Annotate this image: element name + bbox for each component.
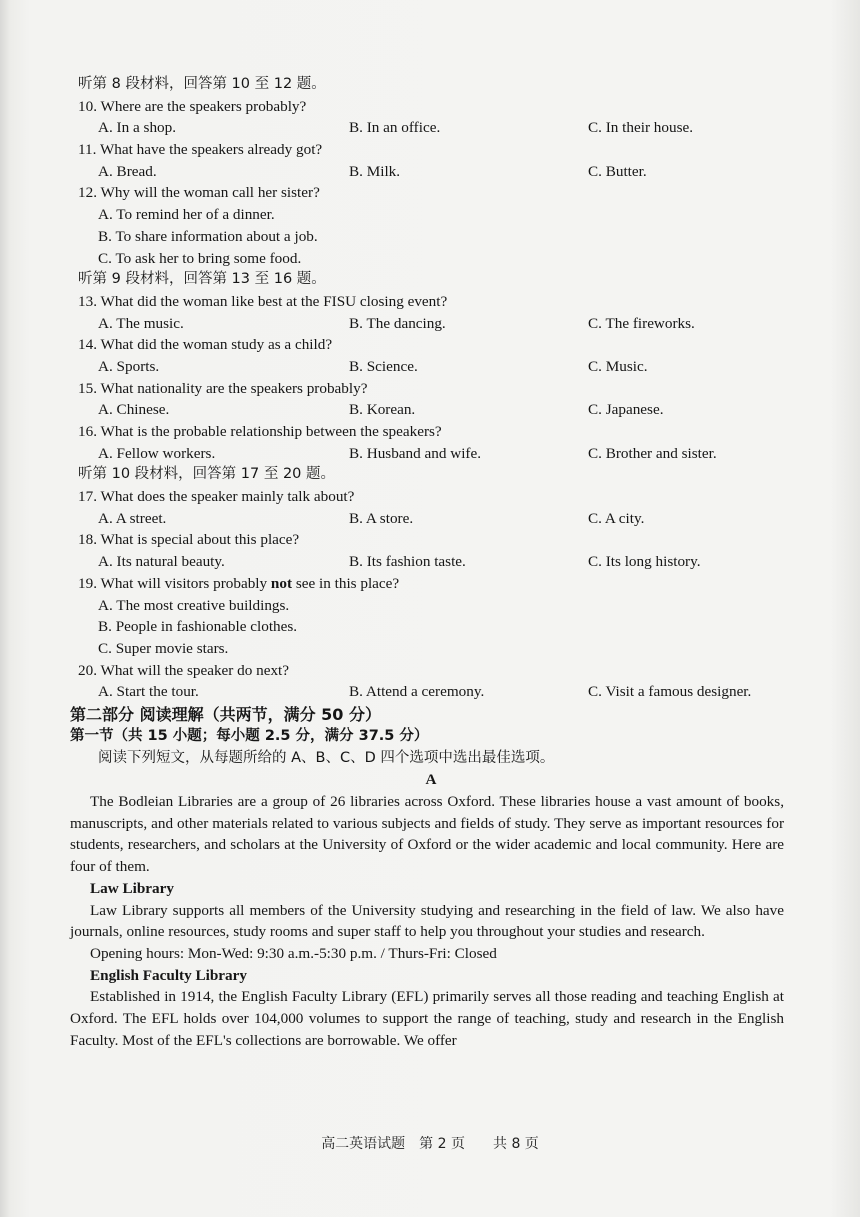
option-c: C. To ask her to bring some food. [98, 249, 302, 267]
options-14 [78, 356, 784, 378]
option-b: B. Science. [349, 357, 418, 375]
option-c: C. Music. [588, 357, 648, 375]
option-b: B. Husband and wife. [349, 444, 482, 462]
question-15: 15. What nationality are the speakers probably? [78, 379, 368, 397]
question-10: 10. Where are the speakers probably? [78, 97, 307, 115]
option-a: A. A street. [98, 509, 167, 527]
option-a: A. The music. [98, 314, 184, 332]
options-10 [78, 117, 784, 139]
option-a: A. The most creative buildings. [98, 596, 290, 614]
group-header-9: 听第 9 段材料，回答第 13 至 16 题。 [78, 271, 326, 288]
option-b: B. Attend a ceremony. [349, 683, 485, 701]
options-16 [78, 443, 784, 465]
law-library-text: Law Library supports all members of the University studying and researching in the field of law. We also have journals, online resources, study rooms and super staff to help you throughout your studies and research. [70, 901, 784, 941]
options-11 [78, 161, 784, 183]
law-library-heading: Law Library [90, 879, 174, 897]
option-a: A. Sports. [98, 357, 160, 375]
question-13: 13. What did the woman like best at the FISU closing event? [78, 292, 448, 310]
question-20: 20. What will the speaker do next? [78, 661, 290, 679]
option-a: A. To remind her of a dinner. [98, 206, 275, 224]
option-c: C. Japanese. [588, 401, 664, 419]
option-c: C. Super movie stars. [98, 639, 229, 657]
section-title: 第二部分 阅读理解（共两节，满分 50 分） [70, 704, 381, 724]
question-16: 16. What is the probable relationship between the speakers? [78, 423, 442, 440]
efl-text: Established in 1914, the English Faculty Library (EFL) primarily serves all those reading and teaching English at Oxford. The EFL holds over 104,000 volumes to support the range of teaching, study and research in the English Faculty. Most of the EFL's collections are borrowable. We offer [70, 988, 784, 1049]
option-b: B. In an office. [349, 119, 441, 137]
options-15 [78, 399, 784, 421]
option-a: A. Chinese. [98, 401, 170, 419]
question-19-stem-start: 19. What will visitors probably [78, 574, 271, 592]
option-b: B. Its fashion taste. [349, 553, 466, 571]
section-instruction: 阅读下列短文，从每题所给的 A、B、C、D 四个选项中选出最佳选项。 [98, 749, 555, 766]
law-library-hours: Opening hours: Mon-Wed: 9:30 a.m.-5:30 p.m. / Thurs-Fri: Closed [90, 944, 497, 962]
options-17 [78, 508, 784, 530]
page-footer: 高二英语试题 第 2 页 共 8 页 [321, 1136, 539, 1152]
options-18 [78, 551, 784, 573]
option-c: C. A city. [588, 509, 645, 527]
option-a: A. Bread. [98, 162, 157, 180]
page-content [70, 74, 784, 1051]
section-subtitle: 第一节（共 15 小题；每小题 2.5 分，满分 37.5 分） [70, 727, 429, 744]
options-20 [78, 681, 784, 703]
option-b: B. A store. [349, 509, 414, 527]
question-14: 14. What did the woman study as a child? [78, 336, 333, 354]
option-a: A. Start the tour. [98, 683, 199, 701]
option-b: B. To share information about a job. [98, 227, 318, 245]
options-13 [78, 313, 784, 335]
option-c: C. Visit a famous designer. [588, 683, 752, 701]
option-b: B. Korean. [349, 401, 416, 419]
question-17: 17. What does the speaker mainly talk about? [78, 488, 355, 506]
group-header-10: 听第 10 段材料，回答第 17 至 20 题。 [78, 466, 336, 483]
option-c: C. Butter. [588, 162, 647, 180]
question-18: 18. What is special about this place? [78, 531, 300, 549]
question-19-emphasis: not [270, 574, 293, 592]
efl-heading: English Faculty Library [90, 966, 247, 984]
option-a: A. Its natural beauty. [98, 553, 225, 571]
question-19 [78, 573, 784, 595]
question-11: 11. What have the speakers already got? [78, 141, 323, 159]
question-12: 12. Why will the woman call her sister? [78, 184, 320, 202]
option-b: B. Milk. [349, 162, 401, 180]
option-c: C. In their house. [588, 119, 694, 137]
option-a: A. In a shop. [98, 119, 177, 137]
option-c: C. Brother and sister. [588, 444, 717, 462]
passage-label: A [425, 771, 437, 789]
option-c: C. Its long history. [588, 553, 701, 571]
group-header-8: 听第 8 段材料，回答第 10 至 12 题。 [78, 76, 326, 92]
passage-intro: The Bodleian Libraries are a group of 26 libraries across Oxford. These libraries house a vast amount of books, manuscripts, and other materials related to various subjects and fields of study. They serve as important resources for students, researchers, and scholars at the University of Oxford or the wider academic and local community. Here are four of them. [70, 793, 784, 876]
option-c: C. The fireworks. [588, 314, 695, 332]
option-b: B. The dancing. [349, 314, 446, 332]
option-b: B. People in fashionable clothes. [98, 618, 298, 636]
option-a: A. Fellow workers. [98, 444, 216, 462]
question-19-stem-end: see in this place? [292, 574, 400, 592]
